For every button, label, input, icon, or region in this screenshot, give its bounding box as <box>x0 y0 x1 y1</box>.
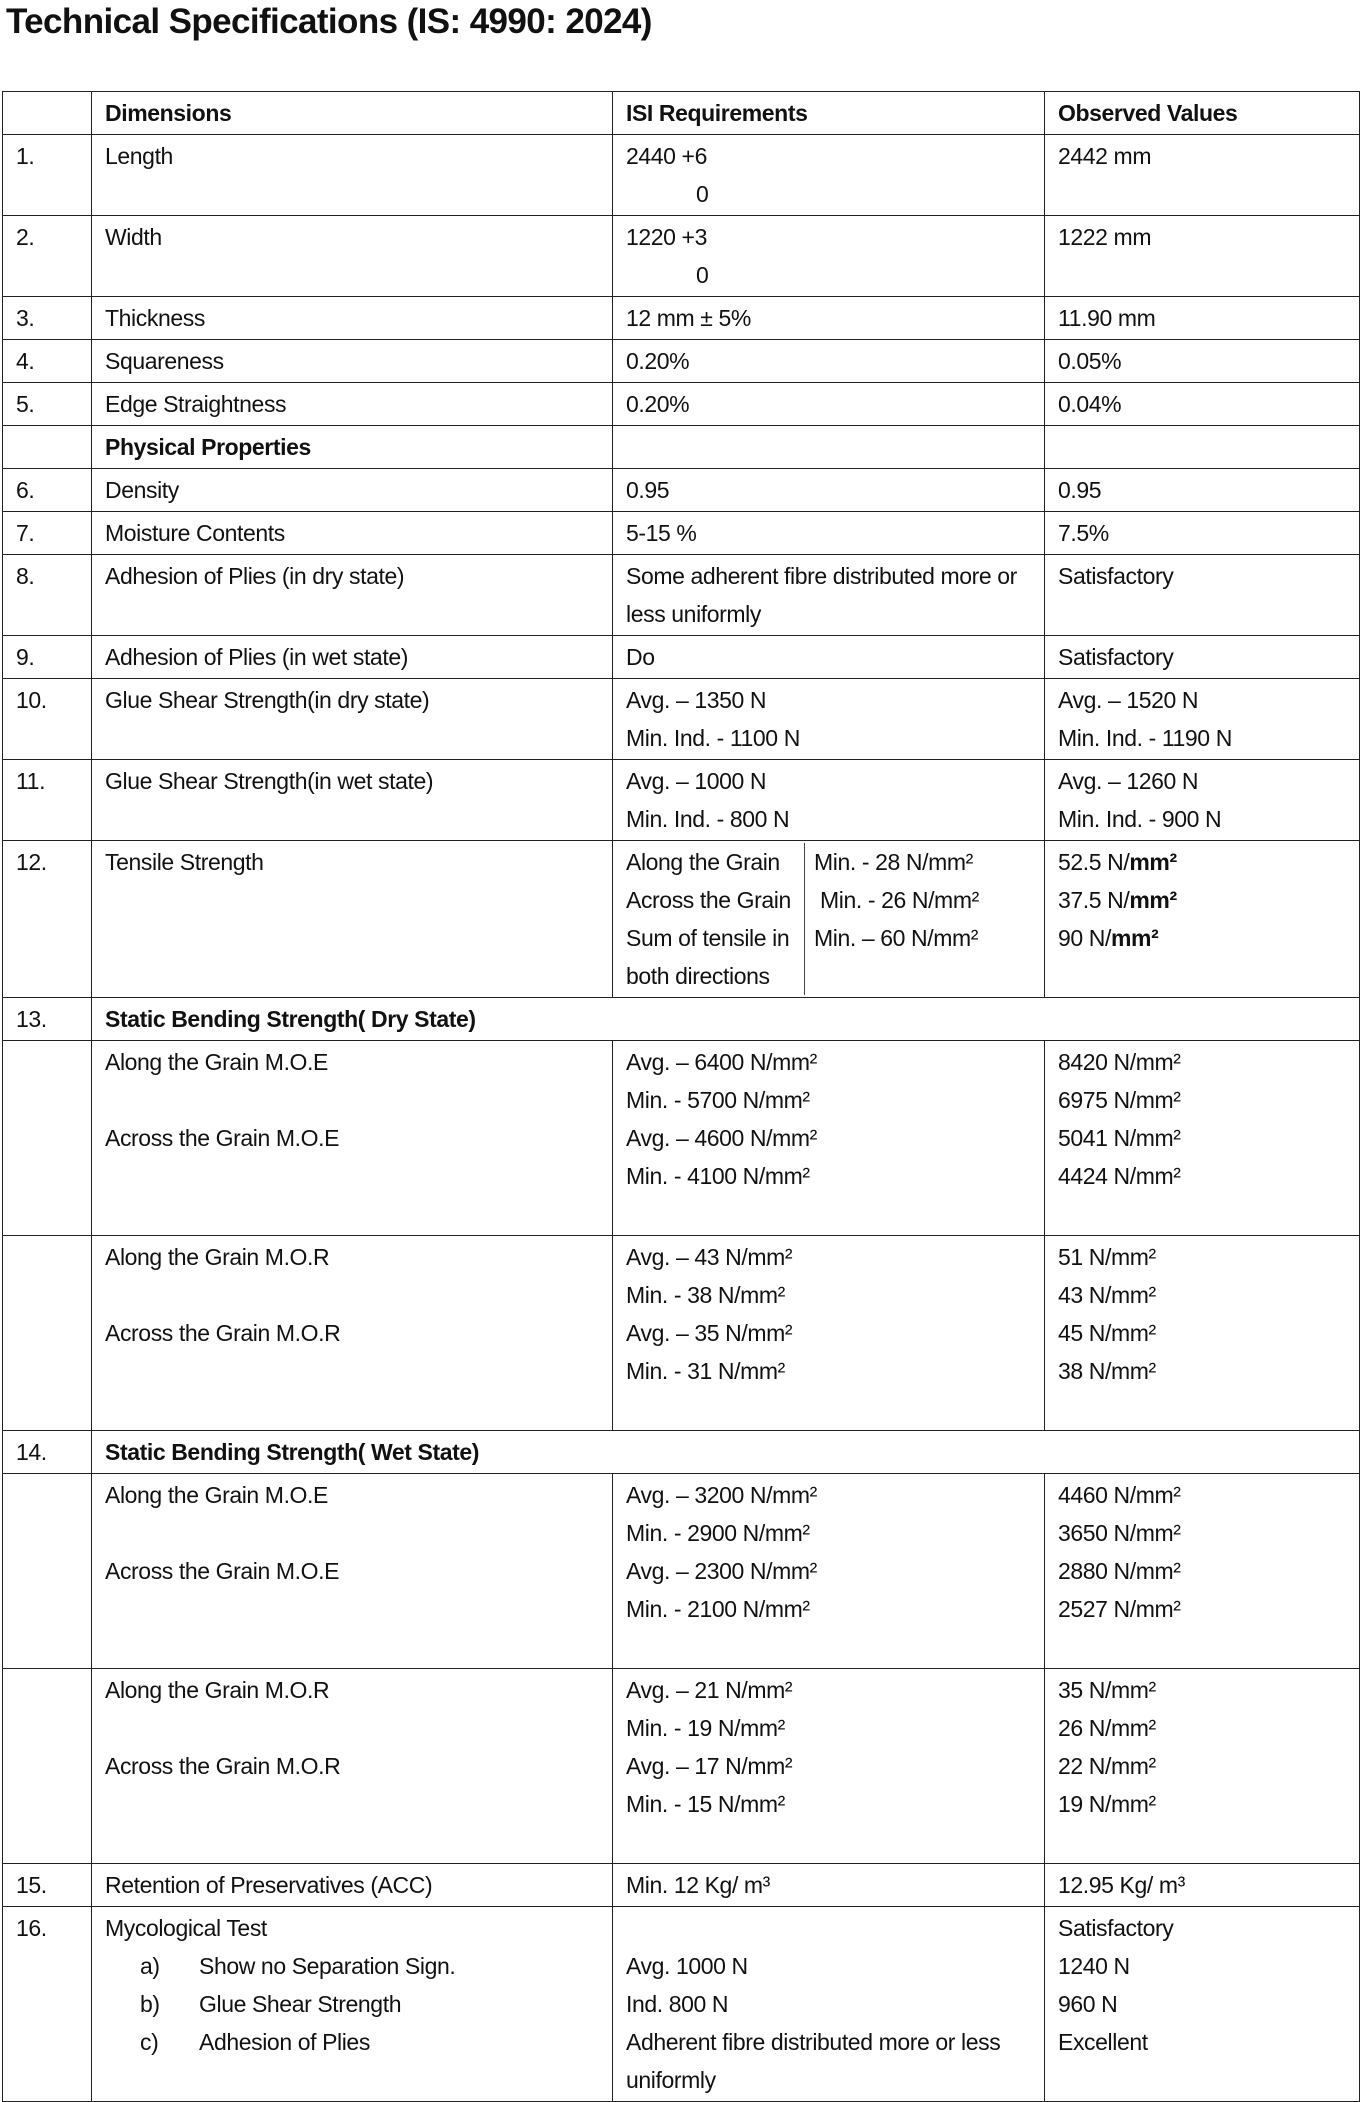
section-heading <box>92 998 1360 1041</box>
grain-label: Along the Grain M.O.E <box>105 1049 328 1075</box>
row-isi-line: 2440 +6 <box>626 143 707 169</box>
grain-label: Across the Grain M.O.E <box>105 1558 340 1584</box>
row-observed <box>1045 297 1360 340</box>
row-observed-line: Avg. – 1520 N <box>1058 687 1199 713</box>
table-row <box>3 555 1360 636</box>
spec-table <box>2 91 1360 2102</box>
row-parameter-line: Edge Straightness <box>105 391 287 417</box>
row-observed-line: 22 N/mm² <box>1058 1753 1156 1779</box>
row-isi <box>613 555 1045 636</box>
row-number <box>3 1474 92 1669</box>
row-isi-line: Avg. – 4600 N/mm² <box>626 1125 817 1151</box>
grain-label: Across the Grain M.O.R <box>105 1320 341 1346</box>
row-observed-line: 0.95 <box>1058 477 1102 503</box>
row-number-line: 6. <box>16 477 35 503</box>
table-row <box>3 383 1360 426</box>
minimum-value: Min. - 26 N/mm² <box>814 887 979 913</box>
row-isi-line: Avg. – 21 N/mm² <box>626 1677 793 1703</box>
section-heading-line: Static Bending Strength( Wet State) <box>105 1439 480 1465</box>
row-isi-line: Avg. 1000 N <box>626 1953 748 1979</box>
row-observed <box>1045 760 1360 841</box>
bending-labels <box>92 1669 613 1864</box>
page-title: Technical Specifications (IS: 4990: 2024) <box>6 2 652 41</box>
bending-labels <box>92 1236 613 1431</box>
row-observed <box>1045 555 1360 636</box>
tensile-directions <box>626 843 805 995</box>
row-number-line: 15. <box>16 1872 47 1898</box>
item-letter: c) <box>140 2029 159 2055</box>
row-isi-line: Min. - 38 N/mm² <box>626 1282 785 1308</box>
row-number <box>3 1864 92 1907</box>
row-isi-line: Some adherent fibre distributed more or <box>626 563 1017 589</box>
row-parameter <box>92 555 613 636</box>
row-parameter <box>92 135 613 216</box>
row-parameter-line: Glue Shear Strength(in dry state) <box>105 687 430 713</box>
header-isi <box>613 92 1045 135</box>
row-parameter-line: Thickness <box>105 305 205 331</box>
tensile-observed <box>1058 843 1346 881</box>
section-heading <box>92 426 613 469</box>
bending-group-row <box>3 1474 1360 1669</box>
row-isi-line: Avg. – 3200 N/mm² <box>626 1482 817 1508</box>
observed-unit: mm² <box>1129 849 1177 875</box>
row-observed-line: 1222 mm <box>1058 224 1152 250</box>
row-observed-line: 11.90 mm <box>1058 305 1156 331</box>
observed-value: 52.5 N/ <box>1058 849 1130 875</box>
row-observed-line: 0.04% <box>1058 391 1122 417</box>
row-observed-line: 960 N <box>1058 1991 1118 2017</box>
row-number <box>3 135 92 216</box>
row-observed-line: Avg. – 1260 N <box>1058 768 1199 794</box>
row-parameter <box>92 1864 613 1907</box>
tensile-minimums <box>814 843 979 995</box>
row-number-line: 13. <box>16 1006 47 1032</box>
row-isi <box>613 469 1045 512</box>
row-isi-line: 0 <box>696 181 709 207</box>
row-parameter <box>92 216 613 297</box>
row-parameter <box>92 383 613 426</box>
row-isi-line: 0.20% <box>626 348 690 374</box>
row-number <box>3 555 92 636</box>
row-number <box>3 426 92 469</box>
row-isi <box>613 1907 1045 2102</box>
row-observed <box>1045 469 1360 512</box>
row-number <box>3 636 92 679</box>
row-observed-line: 3650 N/mm² <box>1058 1520 1181 1546</box>
row-observed-line: 19 N/mm² <box>1058 1791 1156 1817</box>
row-observed <box>1045 1236 1360 1431</box>
row-parameter-line: Glue Shear Strength(in wet state) <box>105 768 434 794</box>
item-text: Glue Shear Strength <box>199 1991 402 2017</box>
row-parameter <box>92 1907 613 2102</box>
row-isi <box>613 679 1045 760</box>
row-observed-line: 0.05% <box>1058 348 1122 374</box>
row-observed <box>1045 679 1360 760</box>
table-row <box>3 636 1360 679</box>
row-parameter <box>92 679 613 760</box>
item-letter: a) <box>140 1953 160 1979</box>
row-isi-line: Min. - 2900 N/mm² <box>626 1520 810 1546</box>
row-number-line: 2. <box>16 224 35 250</box>
row-isi-line: Avg. – 1000 N <box>626 768 767 794</box>
mycological-item <box>105 1947 599 1985</box>
row-number <box>3 1041 92 1236</box>
tensile-split <box>626 843 1031 995</box>
row-observed-line: Satisfactory <box>1058 1915 1174 1941</box>
row-number-line: 9. <box>16 644 35 670</box>
row-observed-line: 7.5% <box>1058 520 1109 546</box>
row-isi-line: 5-15 % <box>626 520 697 546</box>
row-observed-line: 43 N/mm² <box>1058 1282 1156 1308</box>
row-observed <box>1045 216 1360 297</box>
row-observed-line: 1240 N <box>1058 1953 1130 1979</box>
row-number <box>3 383 92 426</box>
row-isi-line: Min. - 31 N/mm² <box>626 1358 785 1384</box>
row-number <box>3 679 92 760</box>
row-observed-line: 45 N/mm² <box>1058 1320 1156 1346</box>
row-isi-line: 12 mm ± 5% <box>626 305 751 331</box>
row-isi-line: Avg. – 17 N/mm² <box>626 1753 793 1779</box>
item-letter: b) <box>140 1991 160 2017</box>
row-isi <box>613 512 1045 555</box>
row-isi-line: Ind. 800 N <box>626 1991 729 2017</box>
row-isi-line: Min. - 4100 N/mm² <box>626 1163 810 1189</box>
row-observed-line: 2527 N/mm² <box>1058 1596 1181 1622</box>
row-observed-line: 4460 N/mm² <box>1058 1482 1181 1508</box>
row-observed-line: 2442 mm <box>1058 143 1152 169</box>
row-isi-line: Min. - 2100 N/mm² <box>626 1596 810 1622</box>
grain-label: Across the Grain M.O.R <box>105 1753 341 1779</box>
tensile-observed <box>1058 881 1346 919</box>
row-isi-line: 0.20% <box>626 391 690 417</box>
row-observed-line: 38 N/mm² <box>1058 1358 1156 1384</box>
row-number-line: 12. <box>16 849 47 875</box>
row-observed-line: 6975 N/mm² <box>1058 1087 1181 1113</box>
row-number <box>3 1431 92 1474</box>
row-observed-line: 26 N/mm² <box>1058 1715 1156 1741</box>
row-isi-line: Avg. – 6400 N/mm² <box>626 1049 817 1075</box>
section-row <box>3 1431 1360 1474</box>
bending-group-row <box>3 1041 1360 1236</box>
row-observed-line: 4424 N/mm² <box>1058 1163 1181 1189</box>
row-isi-line: 0.95 <box>626 477 670 503</box>
row-observed-line: Excellent <box>1058 2029 1148 2055</box>
row-number-line: 10. <box>16 687 47 713</box>
row-parameter-line: Width <box>105 224 162 250</box>
row-observed-line: 5041 N/mm² <box>1058 1125 1181 1151</box>
direction-label: Along the Grain <box>626 849 780 875</box>
header-observed <box>1045 92 1360 135</box>
row-parameter <box>92 469 613 512</box>
row-number <box>3 297 92 340</box>
row-number-line: 11. <box>16 768 46 794</box>
header-observed-line: Observed Values <box>1058 100 1238 126</box>
row-number <box>3 1907 92 2102</box>
table-row <box>3 340 1360 383</box>
row-isi-line: Min. Ind. - 800 N <box>626 806 790 832</box>
section-heading-line: Physical Properties <box>105 434 311 460</box>
row-observed-line: 51 N/mm² <box>1058 1244 1156 1270</box>
row-isi-line: Avg. – 43 N/mm² <box>626 1244 793 1270</box>
row-observed-line: Satisfactory <box>1058 563 1174 589</box>
row-number-line: 7. <box>16 520 35 546</box>
row-parameter-line: Retention of Preservatives (ACC) <box>105 1872 433 1898</box>
row-isi-line: 1220 +3 <box>626 224 707 250</box>
row-observed <box>1045 135 1360 216</box>
item-text: Adhesion of Plies <box>199 2029 370 2055</box>
table-header-row <box>3 92 1360 135</box>
row-isi-line: Avg. – 1350 N <box>626 687 767 713</box>
bending-group-row <box>3 1236 1360 1431</box>
row-isi-line: Do <box>626 644 655 670</box>
row-isi <box>613 1864 1045 1907</box>
row-isi <box>613 216 1045 297</box>
row-number-line: 1. <box>16 143 35 169</box>
row-parameter-line: Length <box>105 143 173 169</box>
row-observed <box>1045 1474 1360 1669</box>
table-row <box>3 216 1360 297</box>
observed-unit: mm² <box>1110 925 1159 951</box>
row-parameter <box>92 340 613 383</box>
row-observed <box>1045 1669 1360 1864</box>
table-row <box>3 512 1360 555</box>
row-isi-line <box>626 1909 1031 1947</box>
table-row <box>3 469 1360 512</box>
mycological-row <box>3 1907 1360 2102</box>
row-observed <box>1045 636 1360 679</box>
row-observed-line: Satisfactory <box>1058 644 1174 670</box>
row-isi-line: Min. - 5700 N/mm² <box>626 1087 810 1113</box>
row-isi <box>613 841 1045 998</box>
section-row <box>3 426 1360 469</box>
row-isi <box>613 1474 1045 1669</box>
header-no <box>3 92 92 135</box>
mycological-item <box>105 1985 599 2023</box>
row-number <box>3 841 92 998</box>
row-isi-line: Min. - 15 N/mm² <box>626 1791 785 1817</box>
row-parameter <box>92 512 613 555</box>
mycological-item <box>105 2023 599 2061</box>
row-isi-line: Avg. – 2300 N/mm² <box>626 1558 817 1584</box>
row-isi <box>613 760 1045 841</box>
tensile-observed <box>1058 919 1346 957</box>
observed-value: 90 N/ <box>1058 925 1111 951</box>
tensile-row <box>3 841 1360 998</box>
grain-label: Along the Grain M.O.R <box>105 1244 330 1270</box>
row-parameter-line: Adhesion of Plies (in dry state) <box>105 563 405 589</box>
row-isi-line: uniformly <box>626 2067 716 2093</box>
row-observed <box>1045 841 1360 998</box>
row-number-line: 5. <box>16 391 35 417</box>
row-number-line: 8. <box>16 563 35 589</box>
row-number <box>3 512 92 555</box>
row-number-line: 16. <box>16 1915 47 1941</box>
row-parameter <box>92 297 613 340</box>
row-parameter-line: Density <box>105 477 179 503</box>
row-observed <box>1045 1907 1360 2102</box>
section-heading-line: Static Bending Strength( Dry State) <box>105 1006 476 1032</box>
row-observed <box>1045 1864 1360 1907</box>
header-dimensions-line: Dimensions <box>105 100 232 126</box>
row-isi <box>613 636 1045 679</box>
row-isi <box>613 1236 1045 1431</box>
grain-label: Along the Grain M.O.E <box>105 1482 328 1508</box>
header-isi-line: ISI Requirements <box>626 100 808 126</box>
row-observed-line: 12.95 Kg/ m³ <box>1058 1872 1185 1898</box>
bending-labels <box>92 1474 613 1669</box>
row-number <box>3 1236 92 1431</box>
table-row <box>3 135 1360 216</box>
grain-label: Across the Grain M.O.E <box>105 1125 340 1151</box>
row-parameter-line: Tensile Strength <box>105 849 264 875</box>
row-isi <box>613 135 1045 216</box>
row-parameter-line: Mycological Test <box>105 1915 267 1941</box>
row-observed <box>1045 426 1360 469</box>
bending-group-row <box>3 1669 1360 1864</box>
row-parameter-line: Moisture Contents <box>105 520 285 546</box>
row-isi-line: Adherent fibre distributed more or less <box>626 2029 1001 2055</box>
row-number <box>3 469 92 512</box>
table-row <box>3 760 1360 841</box>
row-observed-line: 8420 N/mm² <box>1058 1049 1181 1075</box>
row-isi <box>613 426 1045 469</box>
row-isi <box>613 1041 1045 1236</box>
row-isi-line: Min. Ind. - 1100 N <box>626 725 800 751</box>
row-isi-line: Min. - 19 N/mm² <box>626 1715 785 1741</box>
table-row <box>3 1864 1360 1907</box>
observed-unit: mm² <box>1129 887 1177 913</box>
minimum-value: Min. – 60 N/mm² <box>814 925 978 951</box>
table-row <box>3 679 1360 760</box>
row-number <box>3 340 92 383</box>
item-text: Show no Separation Sign. <box>199 1953 456 1979</box>
header-dimensions <box>92 92 613 135</box>
row-observed <box>1045 383 1360 426</box>
row-observed <box>1045 340 1360 383</box>
minimum-value: Min. - 28 N/mm² <box>814 849 973 875</box>
row-observed-line: Min. Ind. - 1190 N <box>1058 725 1232 751</box>
row-number-line: 14. <box>16 1439 47 1465</box>
row-observed-line: 35 N/mm² <box>1058 1677 1156 1703</box>
direction-label: Across the Grain <box>626 887 791 913</box>
row-isi <box>613 297 1045 340</box>
row-observed <box>1045 512 1360 555</box>
direction-label: both directions <box>626 963 770 989</box>
row-isi <box>613 1669 1045 1864</box>
observed-value: 37.5 N/ <box>1058 887 1130 913</box>
grain-label: Along the Grain M.O.R <box>105 1677 330 1703</box>
row-number-line: 4. <box>16 348 35 374</box>
row-number <box>3 216 92 297</box>
bending-labels <box>92 1041 613 1236</box>
row-isi <box>613 340 1045 383</box>
row-isi <box>613 383 1045 426</box>
row-number <box>3 760 92 841</box>
section-row <box>3 998 1360 1041</box>
row-parameter-line: Adhesion of Plies (in wet state) <box>105 644 408 670</box>
row-number <box>3 998 92 1041</box>
row-isi-line: Min. 12 Kg/ m³ <box>626 1872 770 1898</box>
row-isi-line: Avg. – 35 N/mm² <box>626 1320 793 1346</box>
row-isi-line: 0 <box>696 262 709 288</box>
row-parameter-line: Squareness <box>105 348 224 374</box>
direction-label: Sum of tensile in <box>626 925 790 951</box>
row-parameter <box>92 760 613 841</box>
row-number-line: 3. <box>16 305 35 331</box>
row-number <box>3 1669 92 1864</box>
row-isi-line: less uniformly <box>626 601 761 627</box>
row-parameter <box>92 636 613 679</box>
row-observed <box>1045 1041 1360 1236</box>
row-observed-line: Min. Ind. - 900 N <box>1058 806 1222 832</box>
row-parameter <box>92 841 613 998</box>
section-heading <box>92 1431 1360 1474</box>
table-row <box>3 297 1360 340</box>
row-observed-line: 2880 N/mm² <box>1058 1558 1181 1584</box>
